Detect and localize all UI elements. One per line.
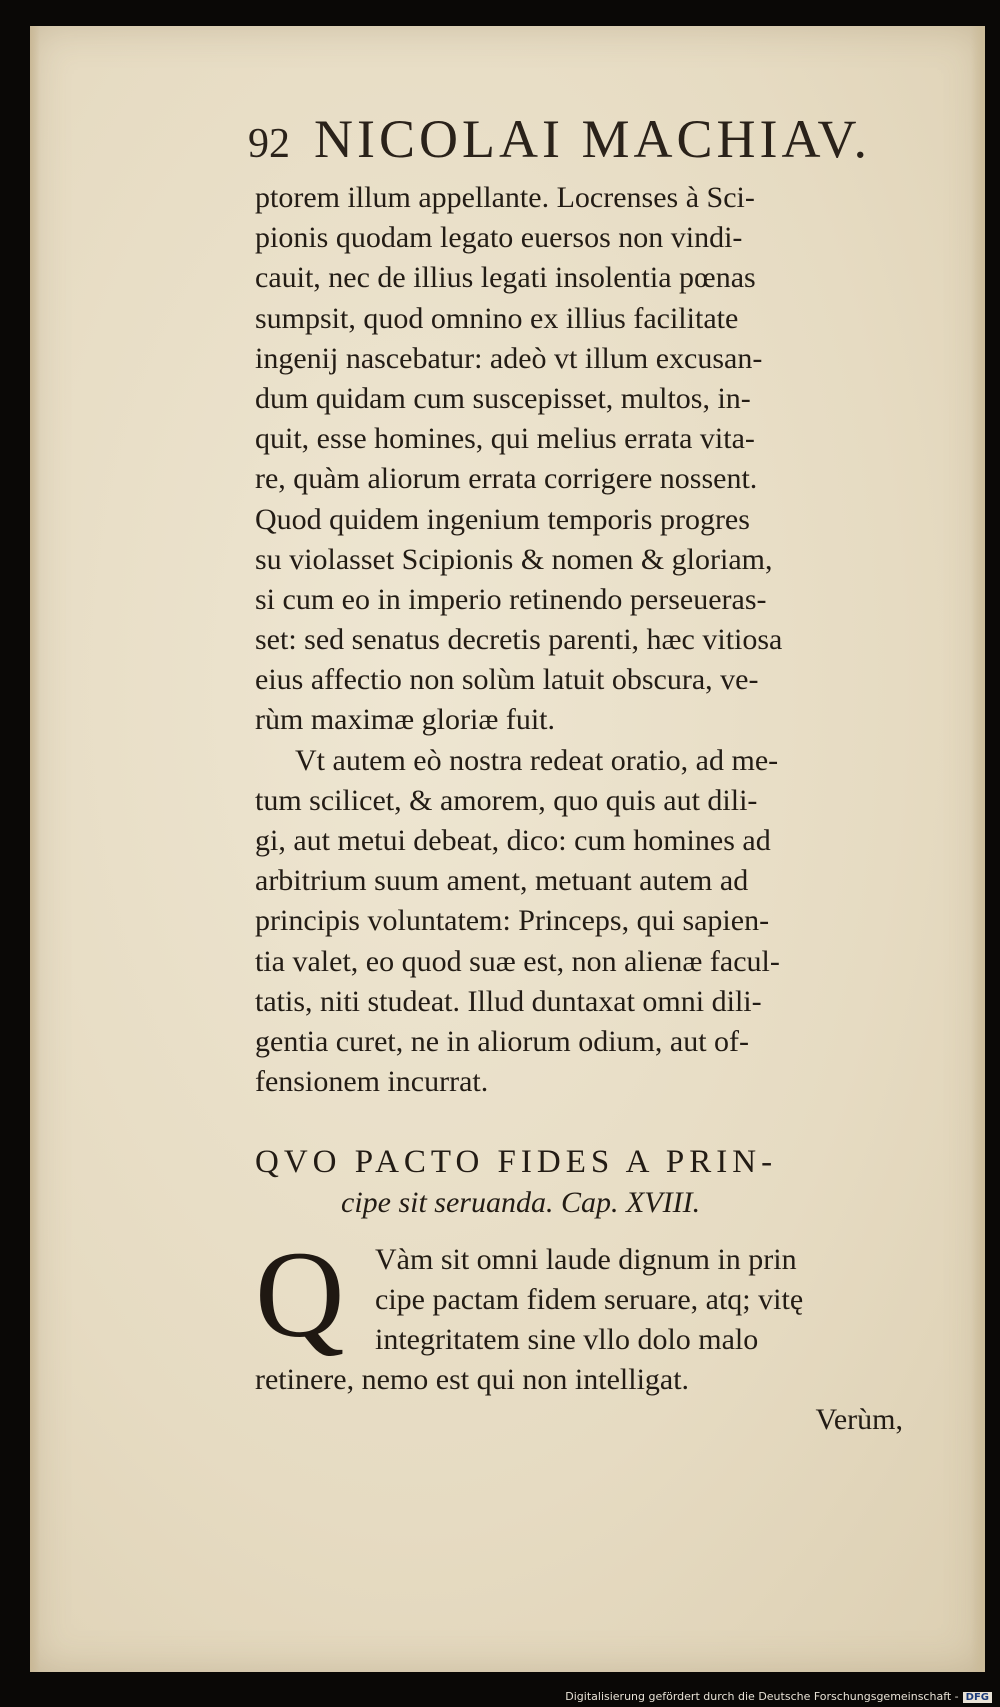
footer-text: Digitalisierung gefördert durch die Deutsche Forschungsgemeinschaft - bbox=[565, 1690, 959, 1703]
page-edge-shadow bbox=[971, 26, 985, 1672]
chapter-heading bbox=[255, 1144, 915, 1228]
text-line: Vt autem eò nostra redeat oratio, ad me- bbox=[295, 743, 779, 777]
text-line: tum scilicet, & amorem, quo quis aut dili- bbox=[255, 783, 758, 817]
running-head bbox=[248, 108, 928, 170]
text-line: si cum eo in imperio retinendo perseueras- bbox=[255, 582, 767, 616]
text-line: principis voluntatem: Princeps, qui sapien- bbox=[255, 904, 770, 938]
text-line: set: sed senatus decretis parenti, hæc vitiosa bbox=[255, 623, 783, 657]
text-line: retinere, nemo est qui non intelligat. bbox=[255, 1363, 690, 1396]
body-text bbox=[255, 178, 905, 1102]
text-line: gentia curet, ne in aliorum odium, aut of- bbox=[255, 1024, 750, 1058]
dfg-logo: DFG bbox=[963, 1692, 992, 1703]
text-line: ptorem illum appellante. Locrenses à Sci- bbox=[255, 181, 755, 214]
text-line: dum quidam cum suscepisset, multos, in- bbox=[255, 381, 751, 415]
text-line: sumpsit, quod omnino ex illius facilitate bbox=[255, 301, 739, 335]
text-line: Quod quidem ingenium temporis progres bbox=[255, 502, 750, 536]
text-line: pionis quodam legato euersos non vindi- bbox=[255, 221, 743, 255]
text-line: eius affectio non solùm latuit obscura, ve- bbox=[255, 663, 759, 697]
page-gutter-shadow bbox=[30, 26, 40, 1672]
drop-cap: Q bbox=[255, 1226, 345, 1363]
chapter-text bbox=[255, 1226, 915, 1440]
text-line: ingenij nascebatur: adeò vt illum excusan- bbox=[255, 341, 763, 375]
text-line: fensionem incurrat. bbox=[255, 1065, 489, 1099]
text-line: integritatem sine vllo dolo malo bbox=[375, 1323, 759, 1356]
text-line: cipe pactam fidem seruare, atq; vitę bbox=[375, 1283, 804, 1316]
text-line: su violasset Scipionis & nomen & gloriam, bbox=[255, 542, 773, 576]
page-number: 92 bbox=[248, 121, 290, 167]
text-line: gi, aut metui debeat, dico: cum homines ad bbox=[255, 824, 771, 857]
text-line: rùm maximæ gloriæ fuit. bbox=[255, 703, 555, 737]
catchword: Verùm, bbox=[815, 1403, 903, 1436]
chapter-heading-line: QVO PACTO FIDES A PRIN- bbox=[255, 1144, 778, 1180]
running-head-title: NICOLAI MACHIAV. bbox=[314, 109, 872, 169]
text-line: tia valet, eo quod suæ est, non alienæ facul- bbox=[255, 944, 780, 978]
chapter-subheading: cipe sit seruanda. Cap. XVIII. bbox=[341, 1186, 701, 1219]
text-line: arbitrium suum ament, metuant autem ad bbox=[255, 864, 749, 898]
text-line: tatis, niti studeat. Illud duntaxat omni dili- bbox=[255, 984, 762, 1018]
text-line: cauit, nec de illius legati insolentia pœnas bbox=[255, 261, 756, 295]
text-line: quit, esse homines, qui melius errata vita- bbox=[255, 422, 755, 456]
digitization-footer bbox=[565, 1690, 992, 1703]
text-line: Vàm sit omni laude dignum in prin bbox=[375, 1243, 797, 1276]
text-line: re, quàm aliorum errata corrigere nossent. bbox=[255, 462, 758, 496]
